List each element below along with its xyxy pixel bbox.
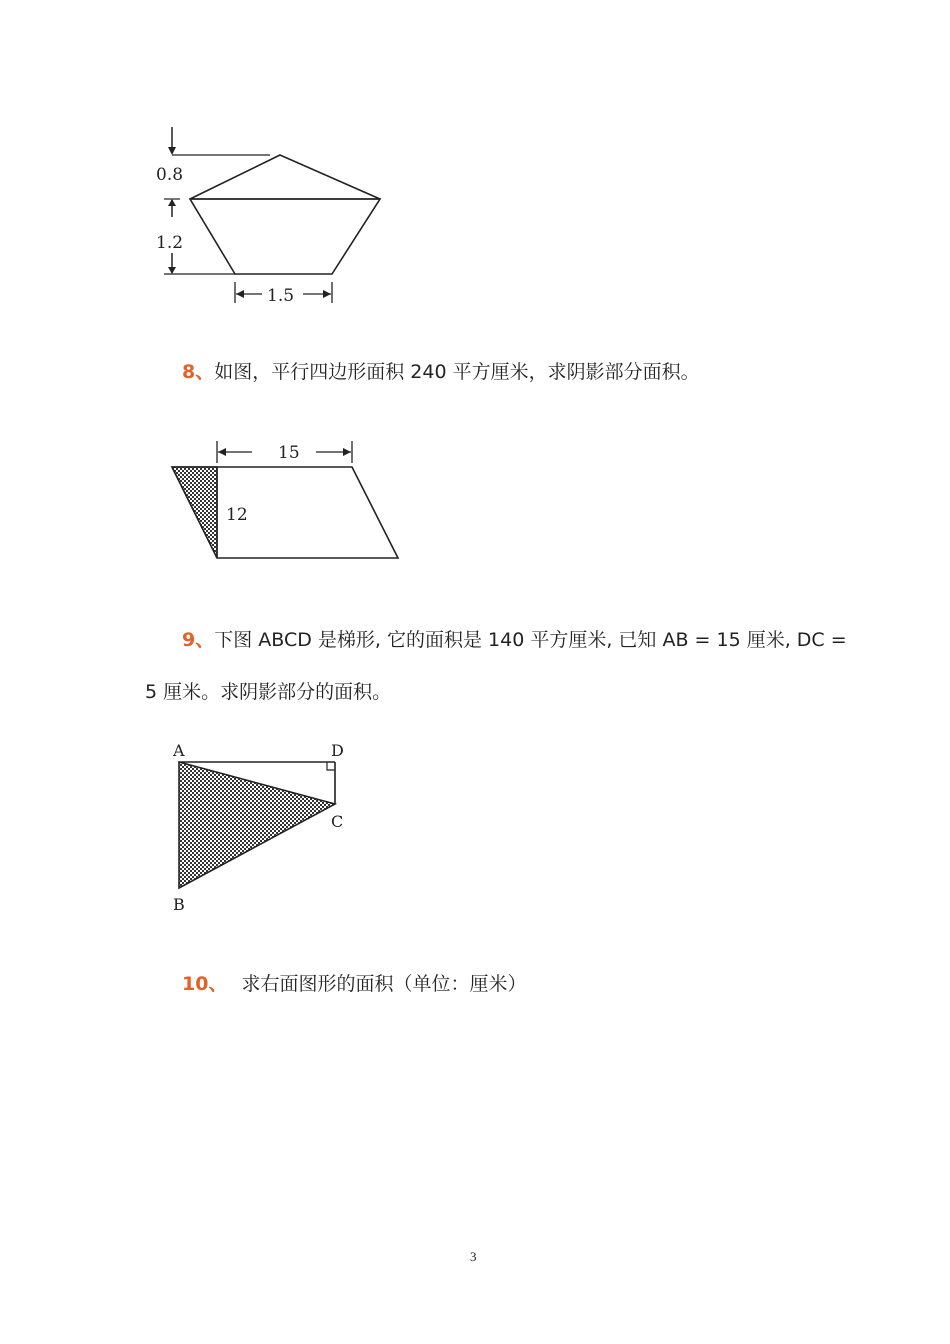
question-9-continued: [145, 679, 391, 705]
figure1-label-2: 1.5: [267, 286, 295, 306]
question-8-text: 如图，平行四边形面积 240 平方厘米，求阴影部分面积。: [214, 361, 700, 383]
question-9: [182, 627, 847, 653]
question-9-text-line1: 下图 ABCD 是梯形, 它的面积是 140 平方厘米, 已知 AB = 15 厘米, DC =: [214, 629, 847, 651]
q9-vertex-B: B: [173, 895, 185, 914]
question-9-text-line2: 5 厘米。求阴影部分的面积。: [145, 681, 392, 703]
question-8-sep: 、: [195, 361, 215, 383]
question-10-sep: 、: [208, 973, 228, 995]
question-10: [182, 971, 526, 997]
figure1-label-0: 0.8: [156, 165, 184, 185]
q9-vertex-A: A: [173, 741, 185, 760]
question-10-text: 求右面图形的面积（单位：厘米）: [241, 973, 527, 995]
question-10-number: 10: [182, 973, 209, 995]
figure-parallelogram: [172, 441, 398, 558]
q8-figure-label-0: 15: [278, 443, 300, 463]
q9-vertex-C: C: [331, 812, 344, 831]
q9-vertex-D: D: [331, 741, 344, 760]
question-9-sep: 、: [195, 629, 215, 651]
figure-pentagon: [156, 127, 380, 306]
figure-trapezoid: [172, 741, 344, 914]
page-number: 3: [470, 1249, 477, 1264]
figure1-label-1: 1.2: [156, 233, 184, 253]
question-9-number: 9: [182, 629, 196, 651]
question-8: [182, 359, 700, 385]
q8-figure-label-1: 12: [226, 505, 248, 525]
question-8-number: 8: [182, 361, 196, 383]
